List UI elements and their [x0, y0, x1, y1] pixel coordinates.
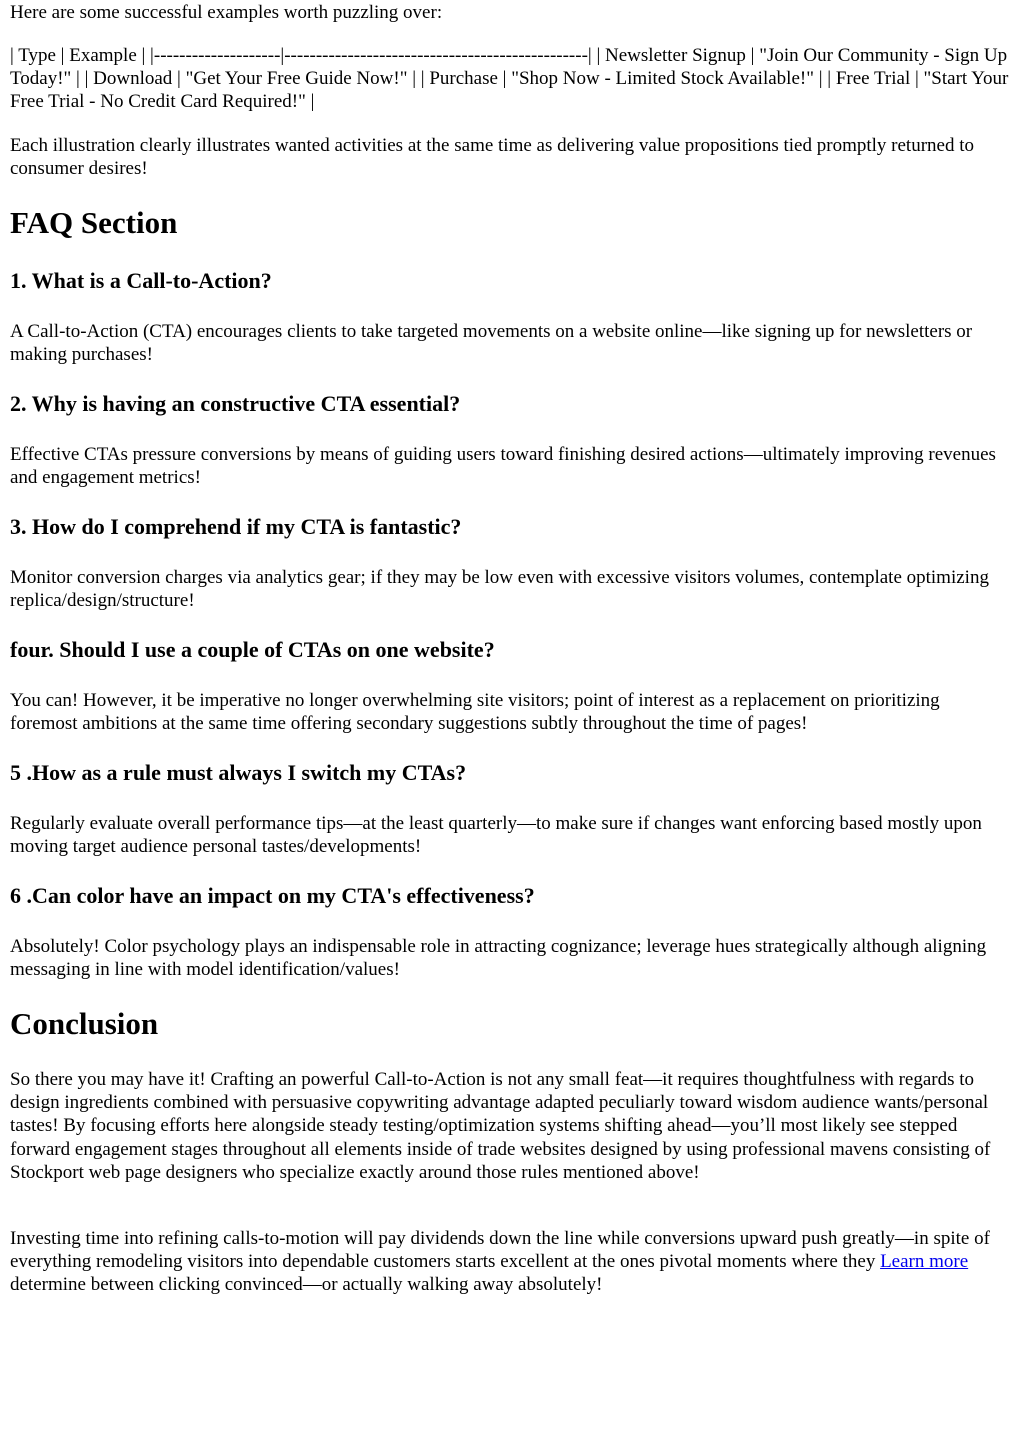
markdown-table-text: | Type | Example | |--------------------|------------------------------------------------| | Newsletter Signup | "Join Our Community - Sign Up Today!" | | Download | "Get Your Free Guide Now!" | | Purchase | "Shop Now - Limited Stock Available!" | | Free Trial | "Start Your Free Trial - No Credit Card Required!" |	[10, 45, 1009, 113]
conclusion-paragraph-1: So there you may have it! Crafting an powerful Call-to-Action is not any small feat—it requires thoughtfulness with regards to design ingredients combined with persuasive copywriting advantage adapted peculiarly toward wisdom audience wants/personal tastes! By focusing efforts here alongside steady testing/optimization systems shifting ahead—you’ll most likely see stepped forward engagement stages throughout all elements inside of trade websites designed by using professional mavens consisting of Stockport web page designers who specialize exactly around those rules mentioned above!	[10, 1069, 991, 1183]
faq-question-5: 5 .How as a rule must always I switch my CTAs?	[10, 760, 467, 785]
illustration-paragraph: Each illustration clearly illustrates wanted activities at the same time as delivering value propositions tied promptly returned to consumer desires!	[10, 135, 974, 180]
intro-paragraph: Here are some successful examples worth puzzling over:	[10, 2, 443, 23]
faq-answer-4: You can! However, it be imperative no longer overwhelming site visitors; point of interest as a replacement on prioritizing foremost ambitions at the same time offering secondary suggestions subtly throughout the time of pages!	[10, 690, 940, 735]
faq-answer-3: Monitor conversion charges via analytics gear; if they may be low even with excessive visitors volumes, contemplate optimizing replica/design/structure!	[10, 567, 989, 612]
conclusion-paragraph-2-start: Investing time into refining calls-to-motion will pay dividends down the line while conversions upward push greatly—in spite of everything remodeling visitors into dependable customers starts excellent at the ones pivotal moments where they	[10, 1228, 990, 1273]
faq-question-4: four. Should I use a couple of CTAs on one website?	[10, 637, 495, 662]
conclusion-paragraph-2-end: determine between clicking convinced—or actually walking away absolutely!	[10, 1274, 603, 1296]
faq-answer-2: Effective CTAs pressure conversions by means of guiding users toward finishing desired actions—ultimately improving revenues and engagement metrics!	[10, 444, 996, 489]
faq-question-2: 2. Why is having an constructive CTA essential?	[10, 391, 461, 416]
conclusion-heading: Conclusion	[10, 1006, 159, 1041]
faq-question-3: 3. How do I comprehend if my CTA is fantastic?	[10, 514, 462, 539]
faq-answer-5: Regularly evaluate overall performance tips—at the least quarterly—to make sure if changes want enforcing based mostly upon moving target audience personal tastes/developments!	[10, 813, 982, 858]
conclusion-paragraph-2	[10, 1227, 1010, 1297]
faq-heading: FAQ Section	[10, 205, 178, 240]
faq-question-1: 1. What is a Call-to-Action?	[10, 268, 272, 293]
faq-answer-6: Absolutely! Color psychology plays an indispensable role in attracting cognizance; leverage hues strategically although aligning messaging in line with model identification/values!	[10, 936, 987, 981]
learn-more-link[interactable]: Learn more	[880, 1251, 969, 1273]
faq-answer-1: A Call-to-Action (CTA) encourages clients to take targeted movements on a website online—like signing up for newsletters or making purchases!	[10, 321, 973, 366]
faq-question-6: 6 .Can color have an impact on my CTA's effectiveness?	[10, 883, 535, 908]
